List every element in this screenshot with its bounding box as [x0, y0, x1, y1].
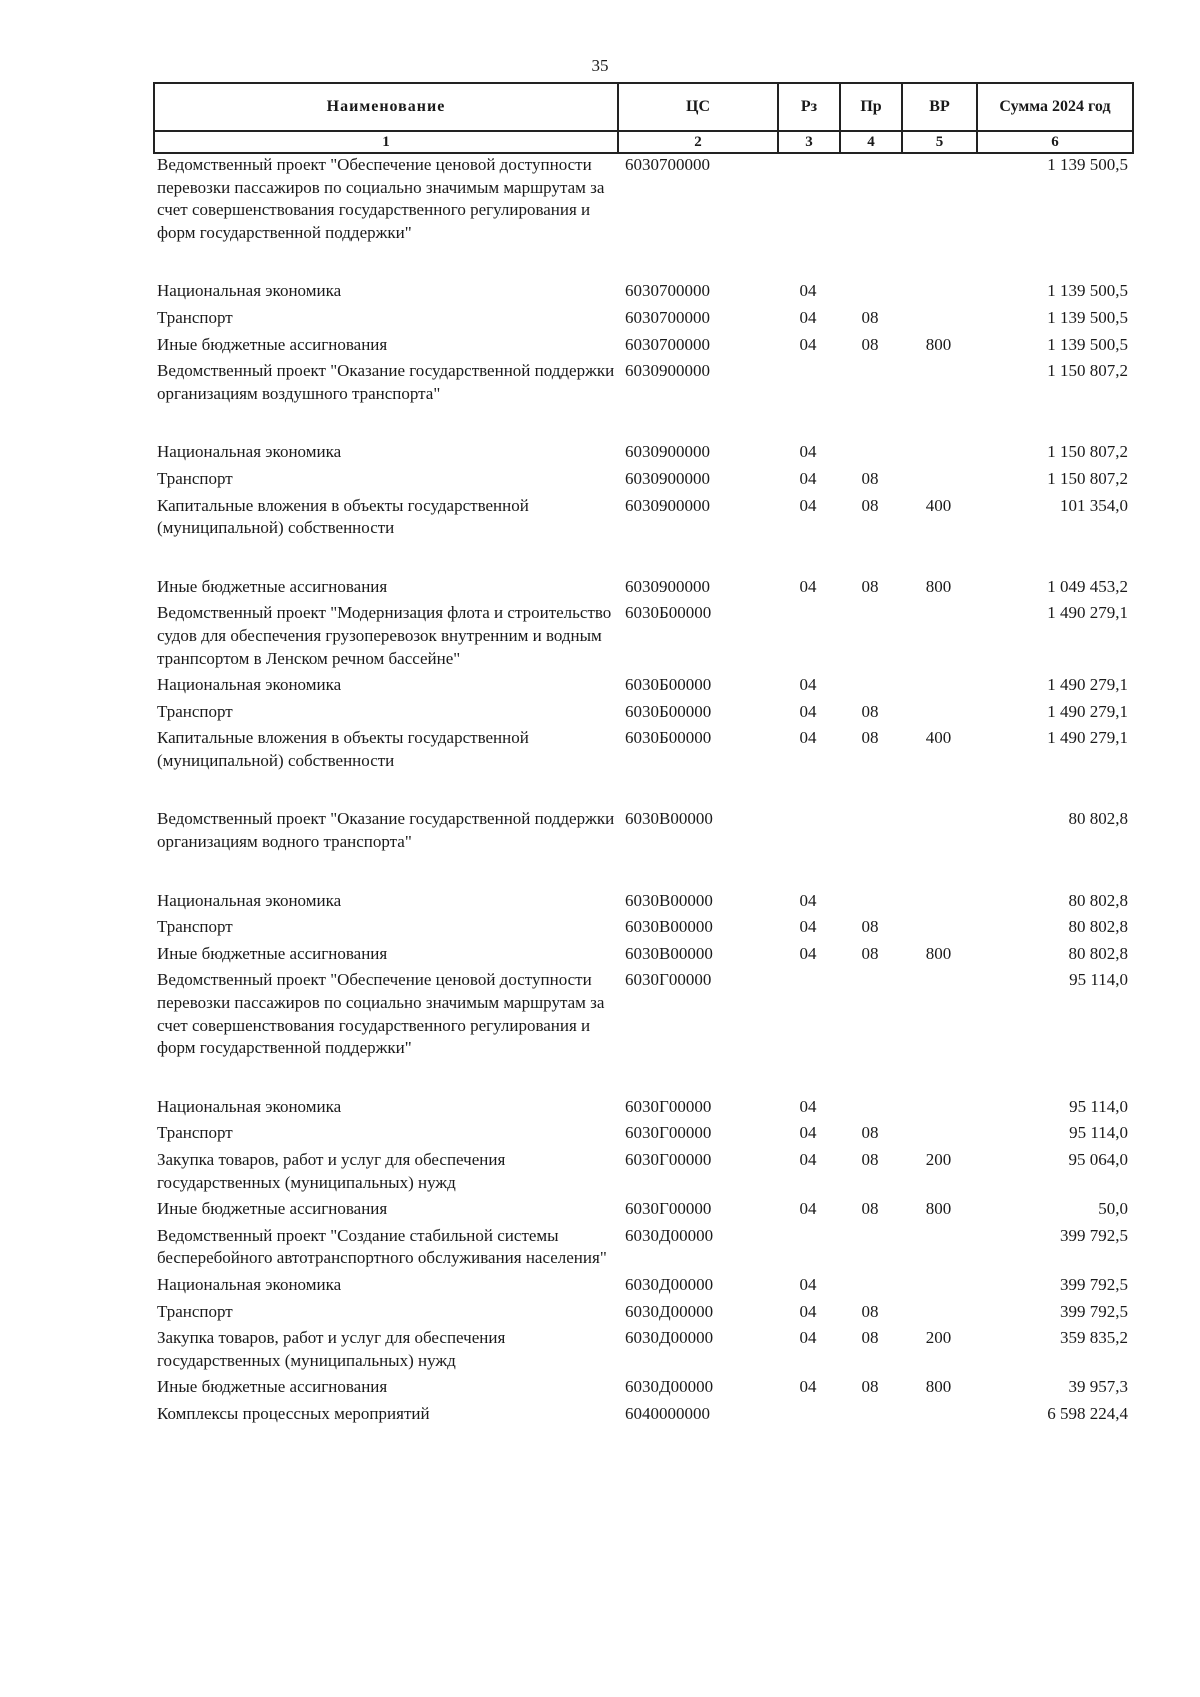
row-pr: 08: [861, 943, 879, 963]
row-rz: 04: [799, 307, 817, 327]
row-rz: [777, 969, 839, 1059]
row-name: Транспорт: [157, 1123, 233, 1143]
row-pr: 08: [861, 468, 879, 488]
row-cs: 6030В00000: [625, 917, 713, 937]
column-number: 3: [778, 131, 840, 153]
row-cs: 6030Г00000: [625, 1123, 712, 1143]
row-sum: 1 139 500,5: [1047, 334, 1128, 354]
row-pr: 08: [861, 1377, 879, 1397]
row-rz: 04: [799, 701, 817, 721]
row-name: Национальная экономика: [157, 442, 342, 462]
row-name: Капитальные вложения в объекты государственной (муниципальной) собственности: [157, 728, 529, 770]
row-rz: 04: [799, 943, 817, 963]
row-vr: [901, 468, 976, 491]
table-row: [153, 1301, 1132, 1324]
budget-table-body: [153, 154, 1132, 1429]
row-name: Иные бюджетные ассигнования: [157, 1377, 388, 1397]
row-cs: 6030900000: [625, 361, 710, 381]
row-sum: 80 802,8: [1068, 943, 1128, 963]
row-rz: 04: [799, 334, 817, 354]
table-row: [153, 1403, 1132, 1426]
row-sum: 80 802,8: [1068, 890, 1128, 910]
row-vr: [901, 674, 976, 697]
row-vr: 400: [925, 495, 952, 515]
row-vr: 400: [925, 728, 952, 748]
row-pr: [839, 1096, 901, 1119]
row-cs: 6030Д00000: [625, 1377, 714, 1397]
row-sum: 95 114,0: [1069, 970, 1128, 990]
row-rz: 04: [799, 1199, 817, 1219]
row-cs: 6030Б00000: [625, 701, 712, 721]
table-row: [153, 1274, 1132, 1297]
row-pr: [839, 1274, 901, 1297]
row-name: Транспорт: [157, 701, 233, 721]
row-cs: 6030Г00000: [625, 1150, 712, 1169]
row-vr: 800: [925, 1199, 952, 1219]
row-pr: 08: [861, 917, 879, 937]
row-vr: [901, 1096, 976, 1119]
row-sum: 39 957,3: [1068, 1377, 1128, 1397]
row-cs: 6030Б00000: [625, 675, 712, 695]
row-pr: 08: [861, 1301, 879, 1321]
column-number: 5: [902, 131, 977, 153]
table-row: [153, 334, 1132, 357]
table-row: [153, 916, 1132, 939]
row-rz: 04: [799, 1377, 817, 1397]
table-row: [153, 1096, 1132, 1119]
row-rz: 04: [799, 675, 817, 695]
table-row: [153, 495, 1132, 540]
row-sum: 1 139 500,5: [1047, 155, 1128, 174]
row-vr: [901, 1301, 976, 1324]
page-number: 35: [591, 56, 609, 75]
table-row: [153, 1122, 1132, 1145]
row-rz: 04: [799, 890, 817, 910]
row-rz: 04: [799, 281, 817, 301]
row-name: Национальная экономика: [157, 281, 342, 301]
row-vr: [901, 1122, 976, 1145]
row-vr: [901, 890, 976, 913]
column-number: 2: [618, 131, 778, 153]
row-vr: [901, 701, 976, 724]
row-rz: 04: [799, 1150, 817, 1169]
row-sum: 1 490 279,1: [1047, 675, 1128, 695]
row-rz: 04: [799, 468, 817, 488]
row-sum: 1 490 279,1: [1047, 728, 1128, 748]
row-name: Национальная экономика: [157, 1274, 342, 1294]
row-pr: [839, 808, 901, 853]
row-pr: [839, 280, 901, 303]
table-row: [153, 808, 1132, 853]
row-sum: 95 064,0: [1068, 1150, 1128, 1169]
row-vr: 200: [925, 1150, 952, 1169]
row-rz: 04: [799, 1328, 817, 1348]
row-pr: [839, 1403, 901, 1426]
table-row: [153, 701, 1132, 724]
row-sum: 1 139 500,5: [1047, 281, 1128, 301]
row-cs: 6040000000: [625, 1403, 710, 1423]
row-pr: [839, 674, 901, 697]
table-row: [153, 1376, 1132, 1399]
row-cs: 6030900000: [625, 576, 710, 596]
row-pr: 08: [861, 576, 879, 596]
row-vr: [901, 441, 976, 464]
row-sum: 1 490 279,1: [1047, 701, 1128, 721]
row-name: Ведомственный проект "Обеспечение ценовой доступности перевозки пассажиров по социально значимым маршрутам за счет совершенствования государственного регулирования и форм государственной поддержки": [157, 970, 605, 1058]
table-row: [153, 674, 1132, 697]
row-rz: 04: [799, 1096, 817, 1116]
row-rz: 04: [799, 1301, 817, 1321]
row-name: Иные бюджетные ассигнования: [157, 943, 388, 963]
table-row: [153, 727, 1132, 772]
row-name: Транспорт: [157, 307, 233, 327]
header-pr: Пр: [840, 83, 902, 131]
column-number: 6: [977, 131, 1133, 153]
row-sum: 1 150 807,2: [1047, 442, 1128, 462]
row-pr: 08: [861, 334, 879, 354]
row-cs: 6030900000: [625, 442, 710, 462]
row-sum: 95 114,0: [1069, 1096, 1128, 1116]
row-vr: [901, 280, 976, 303]
row-cs: 6030900000: [625, 468, 710, 488]
header-vr: ВР: [902, 83, 977, 131]
row-rz: [777, 1403, 839, 1426]
row-sum: 1 139 500,5: [1047, 307, 1128, 327]
row-rz: [777, 808, 839, 853]
row-pr: 08: [861, 1199, 879, 1219]
row-vr: [901, 1225, 976, 1270]
table-row: [153, 1149, 1132, 1194]
row-cs: 6030700000: [625, 334, 710, 354]
row-cs: 6030700000: [625, 307, 710, 327]
row-cs: 6030Б00000: [625, 728, 712, 748]
header-sum: Сумма 2024 год: [977, 83, 1133, 131]
row-pr: 08: [861, 1123, 879, 1143]
row-pr: 08: [861, 307, 879, 327]
row-sum: 399 792,5: [1060, 1301, 1128, 1321]
table-row: [153, 1327, 1132, 1372]
table-row: [153, 307, 1132, 330]
row-rz: 04: [799, 1123, 817, 1143]
row-cs: 6030900000: [625, 495, 710, 515]
row-vr: [901, 1274, 976, 1297]
row-vr: [901, 602, 976, 670]
row-name: Транспорт: [157, 1301, 233, 1321]
row-sum: 95 114,0: [1069, 1123, 1128, 1143]
row-sum: 80 802,8: [1068, 809, 1128, 829]
table-row: [153, 576, 1132, 599]
header-cs: ЦС: [618, 83, 778, 131]
row-name: Иные бюджетные ассигнования: [157, 334, 388, 354]
row-cs: 6030Б00000: [625, 603, 712, 623]
row-name: Национальная экономика: [157, 1096, 342, 1116]
row-cs: 6030В00000: [625, 890, 713, 910]
table-row: [153, 1225, 1132, 1270]
row-sum: 399 792,5: [1060, 1274, 1128, 1294]
header-name: Наименование: [154, 83, 618, 131]
row-name: Ведомственный проект "Оказание государственной поддержки организациям водного транспорта": [157, 809, 615, 852]
row-cs: 6030Д00000: [625, 1328, 714, 1348]
row-vr: 800: [925, 1377, 952, 1397]
table-row: [153, 280, 1132, 303]
row-vr: [901, 808, 976, 853]
row-cs: 6030Д00000: [625, 1301, 714, 1321]
row-name: Комплексы процессных мероприятий: [157, 1403, 430, 1423]
row-cs: 6030Г00000: [625, 1199, 712, 1219]
row-name: Ведомственный проект "Оказание государственной поддержки организациям воздушного транспорта": [157, 361, 615, 403]
row-rz: 04: [799, 728, 817, 748]
row-pr: 08: [861, 1328, 879, 1348]
row-pr: [839, 969, 901, 1059]
row-rz: [777, 154, 839, 244]
row-sum: 6 598 224,4: [1047, 1403, 1128, 1423]
row-name: Транспорт: [157, 468, 233, 488]
row-sum: 1 049 453,2: [1047, 576, 1128, 596]
row-pr: 08: [861, 701, 879, 721]
table-row: [153, 602, 1132, 670]
row-vr: [901, 916, 976, 939]
row-sum: 80 802,8: [1068, 917, 1128, 937]
row-pr: [839, 890, 901, 913]
row-sum: 1 150 807,2: [1047, 361, 1128, 381]
table-row: [153, 943, 1132, 966]
row-pr: [839, 360, 901, 405]
row-cs: 6030Г00000: [625, 1096, 712, 1116]
row-name: Иные бюджетные ассигнования: [157, 576, 388, 596]
row-name: Капитальные вложения в объекты государственной (муниципальной) собственности: [157, 495, 529, 538]
row-pr: [839, 154, 901, 244]
row-rz: 04: [799, 495, 817, 515]
row-name: Национальная экономика: [157, 890, 342, 910]
row-sum: 1 150 807,2: [1047, 468, 1128, 488]
table-row: [153, 360, 1132, 405]
table-row: [153, 468, 1132, 491]
row-sum: 359 835,2: [1060, 1328, 1128, 1348]
row-pr: [839, 602, 901, 670]
row-name: Ведомственный проект "Создание стабильной системы бесперебойного автотранспортного обслуживания населения": [157, 1225, 607, 1268]
row-vr: [901, 1403, 976, 1426]
row-vr: 200: [925, 1328, 952, 1348]
row-cs: 6030Г00000: [625, 970, 712, 990]
row-vr: [901, 307, 976, 330]
row-name: Транспорт: [157, 917, 233, 937]
row-pr: [839, 441, 901, 464]
column-number: 1: [154, 131, 618, 153]
row-name: Ведомственный проект "Обеспечение ценовой доступности перевозки пассажиров по социально значимым маршрутам за счет совершенствования государственного регулирования и форм государственной поддержки": [157, 155, 605, 242]
row-cs: 6030В00000: [625, 809, 713, 829]
row-rz: 04: [799, 917, 817, 937]
row-rz: [777, 1225, 839, 1270]
row-name: Ведомственный проект "Модернизация флота и строительство судов для обеспечения грузоперевозок внутренним и водным транпсортом в Ленском речном бассейне": [157, 603, 612, 668]
row-vr: [901, 360, 976, 405]
row-sum: 101 354,0: [1060, 495, 1128, 515]
row-rz: 04: [799, 576, 817, 596]
row-cs: 6030Д00000: [625, 1225, 714, 1245]
row-cs: 6030700000: [625, 155, 710, 174]
table-row: [153, 890, 1132, 913]
table-row: [153, 969, 1132, 1059]
row-pr: [839, 1225, 901, 1270]
row-vr: [901, 969, 976, 1059]
row-pr: 08: [861, 728, 879, 748]
row-sum: 1 490 279,1: [1047, 603, 1128, 623]
row-sum: 399 792,5: [1060, 1225, 1128, 1245]
row-vr: 800: [925, 576, 952, 596]
row-name: Национальная экономика: [157, 675, 342, 695]
row-rz: 04: [799, 1274, 817, 1294]
row-name: Закупка товаров, работ и услуг для обеспечения государственных (муниципальных) нужд: [157, 1328, 506, 1370]
table-row: [153, 154, 1132, 244]
row-cs: 6030В00000: [625, 943, 713, 963]
row-rz: [777, 360, 839, 405]
row-rz: 04: [799, 442, 817, 462]
row-sum: 50,0: [1098, 1199, 1128, 1219]
column-number: 4: [840, 131, 902, 153]
table-header: [153, 82, 1134, 154]
row-cs: 6030700000: [625, 281, 710, 301]
table-row: [153, 441, 1132, 464]
row-name: Закупка товаров, работ и услуг для обеспечения государственных (муниципальных) нужд: [157, 1150, 506, 1192]
row-vr: [901, 154, 976, 244]
row-cs: 6030Д00000: [625, 1274, 714, 1294]
row-vr: 800: [925, 943, 952, 963]
header-rz: Рз: [778, 83, 840, 131]
table-row: [153, 1198, 1132, 1221]
row-vr: 800: [925, 334, 952, 354]
row-rz: [777, 602, 839, 670]
row-pr: 08: [861, 1150, 879, 1169]
row-name: Иные бюджетные ассигнования: [157, 1199, 388, 1219]
row-pr: 08: [861, 495, 879, 515]
